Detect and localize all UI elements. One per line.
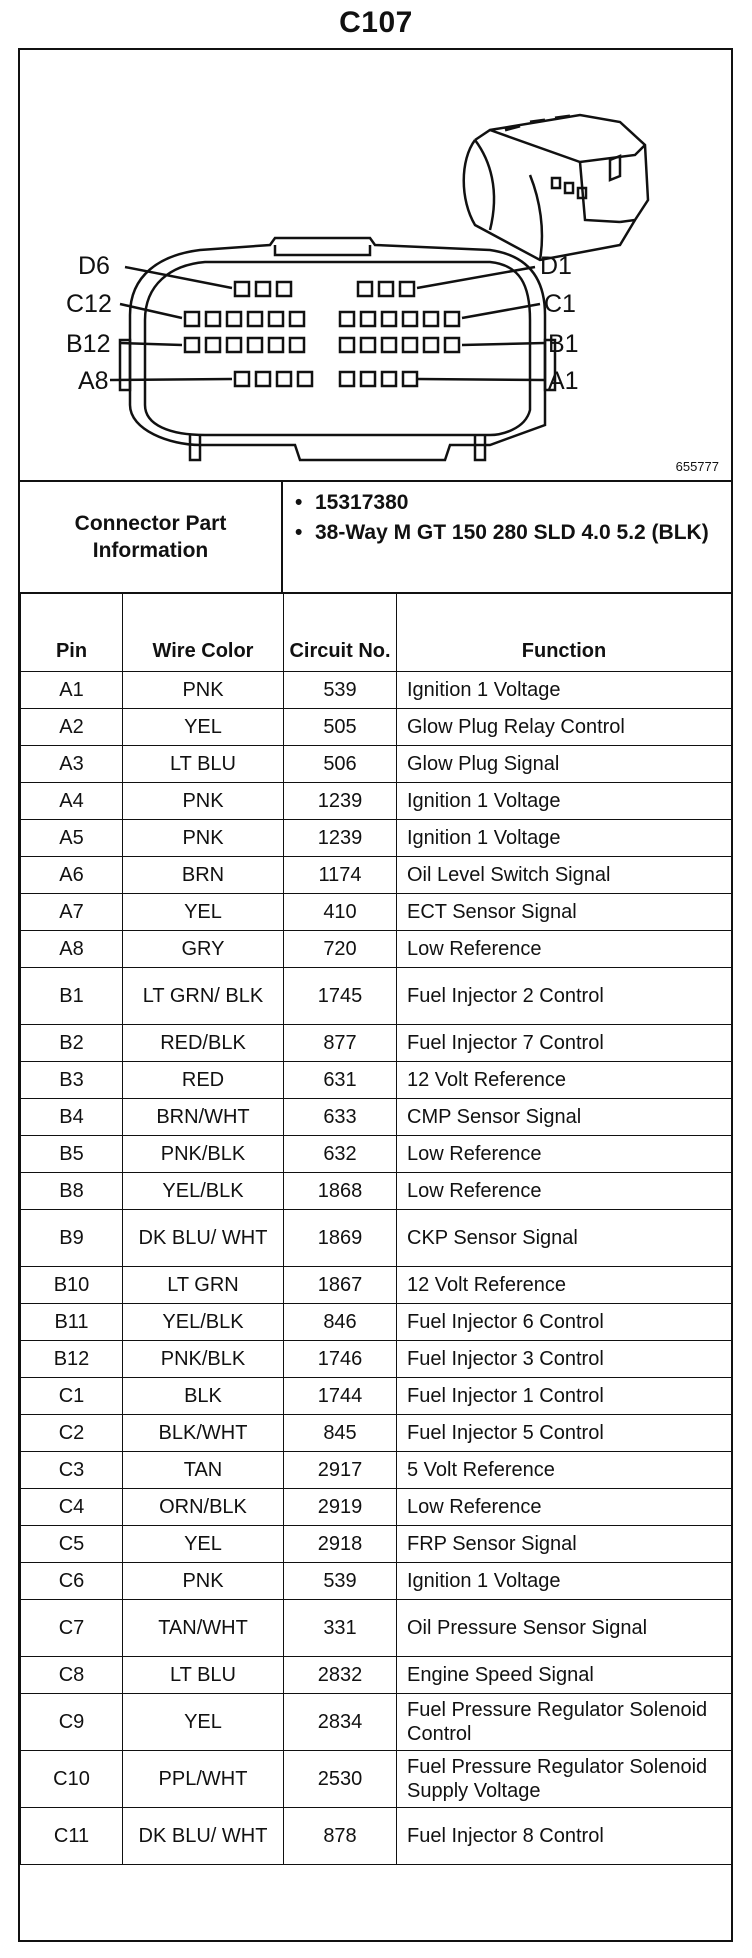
wire-color-cell: YEL (123, 1694, 284, 1751)
pin-cell: A4 (21, 783, 123, 820)
function-cell: ECT Sensor Signal (397, 894, 732, 931)
circuit-cell: 539 (284, 672, 397, 709)
circuit-cell: 1867 (284, 1267, 397, 1304)
wire-color-cell: LT BLU (123, 746, 284, 783)
wire-color-cell: PNK (123, 1563, 284, 1600)
table-row (21, 931, 732, 968)
function-cell: Low Reference (397, 1173, 732, 1210)
pin-cell: C4 (21, 1489, 123, 1526)
table-row (21, 1415, 732, 1452)
connector-frame (18, 48, 733, 1942)
pin-label-d6: D6 (78, 252, 110, 280)
header-pin: Pin (21, 593, 123, 672)
circuit-cell: 2530 (284, 1751, 397, 1808)
pin-cell: C10 (21, 1751, 123, 1808)
circuit-cell: 1745 (284, 968, 397, 1025)
wire-color-cell: BLK/WHT (123, 1415, 284, 1452)
pin-cell: B4 (21, 1099, 123, 1136)
circuit-cell: 878 (284, 1808, 397, 1865)
wire-color-cell: LT GRN (123, 1267, 284, 1304)
wire-color-cell: LT BLU (123, 1657, 284, 1694)
table-row (21, 1600, 732, 1657)
pin-table (20, 592, 732, 1865)
pin-label-c12: C12 (66, 290, 112, 318)
pin-cell: B3 (21, 1062, 123, 1099)
pin-cell: B10 (21, 1267, 123, 1304)
function-cell: Fuel Pressure Regulator Solenoid Control (397, 1694, 732, 1751)
table-row (21, 1563, 732, 1600)
circuit-cell: 2918 (284, 1526, 397, 1563)
circuit-cell: 331 (284, 1600, 397, 1657)
function-cell: Low Reference (397, 931, 732, 968)
circuit-cell: 2917 (284, 1452, 397, 1489)
pin-label-b12: B12 (66, 330, 111, 358)
table-row (21, 1489, 732, 1526)
table-row (21, 1304, 732, 1341)
function-cell: Fuel Injector 2 Control (397, 968, 732, 1025)
wire-color-cell: PNK/BLK (123, 1136, 284, 1173)
circuit-cell: 539 (284, 1563, 397, 1600)
table-row (21, 1136, 732, 1173)
part-info-item: • 38-Way M GT 150 280 SLD 4.0 5.2 (BLK) (295, 521, 709, 544)
pin-cell: C2 (21, 1415, 123, 1452)
wire-color-cell: BRN/WHT (123, 1099, 284, 1136)
pin-cell: C6 (21, 1563, 123, 1600)
function-cell: Oil Level Switch Signal (397, 857, 732, 894)
function-cell: 5 Volt Reference (397, 1452, 732, 1489)
circuit-cell: 631 (284, 1062, 397, 1099)
wire-color-cell: TAN (123, 1452, 284, 1489)
function-cell: Fuel Injector 6 Control (397, 1304, 732, 1341)
pin-cell: C8 (21, 1657, 123, 1694)
connector-illustration (20, 50, 731, 480)
table-row (21, 783, 732, 820)
wire-color-cell: RED/BLK (123, 1025, 284, 1062)
table-row (21, 672, 732, 709)
figure-number: 655777 (675, 459, 719, 474)
circuit-cell: 2919 (284, 1489, 397, 1526)
part-info-item: • 15317380 (295, 491, 409, 514)
header-circuit-no: Circuit No. (284, 593, 397, 672)
circuit-cell: 410 (284, 894, 397, 931)
function-cell: Ignition 1 Voltage (397, 672, 732, 709)
part-info-label: Connector Part Information (20, 482, 283, 592)
function-cell: Fuel Injector 3 Control (397, 1341, 732, 1378)
wire-color-cell: RED (123, 1062, 284, 1099)
wire-color-cell: PNK (123, 820, 284, 857)
circuit-cell: 2834 (284, 1694, 397, 1751)
wire-color-cell: PNK (123, 672, 284, 709)
pin-cell: A7 (21, 894, 123, 931)
pin-leader-lines (110, 267, 545, 380)
table-row (21, 1099, 732, 1136)
table-row (21, 709, 732, 746)
circuit-cell: 720 (284, 931, 397, 968)
function-cell: Fuel Injector 1 Control (397, 1378, 732, 1415)
pin-cell: C7 (21, 1600, 123, 1657)
function-cell: CMP Sensor Signal (397, 1099, 732, 1136)
circuit-cell: 1239 (284, 820, 397, 857)
function-cell: Ignition 1 Voltage (397, 820, 732, 857)
pin-cell: C1 (21, 1378, 123, 1415)
pin-cell: C5 (21, 1526, 123, 1563)
table-row (21, 1378, 732, 1415)
circuit-cell: 1869 (284, 1210, 397, 1267)
wire-color-cell: BLK (123, 1378, 284, 1415)
circuit-cell: 1239 (284, 783, 397, 820)
circuit-cell: 1174 (284, 857, 397, 894)
pin-cell: A8 (21, 931, 123, 968)
pin-cell: A3 (21, 746, 123, 783)
wire-color-cell: LT GRN/ BLK (123, 968, 284, 1025)
circuit-cell: 2832 (284, 1657, 397, 1694)
pin-cavities (185, 282, 459, 386)
pin-cell: B8 (21, 1173, 123, 1210)
circuit-cell: 633 (284, 1099, 397, 1136)
table-row (21, 1210, 732, 1267)
wire-color-cell: DK BLU/ WHT (123, 1210, 284, 1267)
table-row (21, 1526, 732, 1563)
table-row (21, 1751, 732, 1808)
circuit-cell: 877 (284, 1025, 397, 1062)
wire-color-cell: PNK/BLK (123, 1341, 284, 1378)
wire-color-cell: BRN (123, 857, 284, 894)
wire-color-cell: YEL (123, 894, 284, 931)
table-row (21, 1694, 732, 1751)
table-row (21, 1267, 732, 1304)
circuit-cell: 845 (284, 1415, 397, 1452)
wire-color-cell: YEL (123, 1526, 284, 1563)
connector-diagram (20, 50, 731, 482)
wire-color-cell: YEL/BLK (123, 1304, 284, 1341)
table-row (21, 1062, 732, 1099)
function-cell: Oil Pressure Sensor Signal (397, 1600, 732, 1657)
header-wire-color: Wire Color (123, 593, 284, 672)
wire-color-cell: GRY (123, 931, 284, 968)
function-cell: Fuel Pressure Regulator Solenoid Supply Voltage (397, 1751, 732, 1808)
pin-cell: B1 (21, 968, 123, 1025)
circuit-cell: 1744 (284, 1378, 397, 1415)
pin-cell: B2 (21, 1025, 123, 1062)
pin-label-a1: A1 (548, 367, 579, 395)
pin-cell: A1 (21, 672, 123, 709)
pin-label-d1: D1 (540, 252, 572, 280)
function-cell: Glow Plug Signal (397, 746, 732, 783)
function-cell: Low Reference (397, 1489, 732, 1526)
pin-cell: B5 (21, 1136, 123, 1173)
pin-cell: C9 (21, 1694, 123, 1751)
function-cell: 12 Volt Reference (397, 1267, 732, 1304)
function-cell: 12 Volt Reference (397, 1062, 732, 1099)
table-row (21, 1025, 732, 1062)
table-row (21, 968, 732, 1025)
circuit-cell: 1868 (284, 1173, 397, 1210)
pin-cell: B9 (21, 1210, 123, 1267)
pin-label-c1: C1 (544, 290, 576, 318)
pin-cell: B11 (21, 1304, 123, 1341)
pin-label-b1: B1 (548, 330, 579, 358)
wire-color-cell: PPL/WHT (123, 1751, 284, 1808)
table-row (21, 1452, 732, 1489)
pin-cell: A5 (21, 820, 123, 857)
pin-label-a8: A8 (78, 367, 109, 395)
function-cell: FRP Sensor Signal (397, 1526, 732, 1563)
wire-color-cell: PNK (123, 783, 284, 820)
pin-cell: B12 (21, 1341, 123, 1378)
function-cell: CKP Sensor Signal (397, 1210, 732, 1267)
circuit-cell: 506 (284, 746, 397, 783)
wire-color-cell: DK BLU/ WHT (123, 1808, 284, 1865)
table-row (21, 857, 732, 894)
table-row (21, 1657, 732, 1694)
pin-cell: C11 (21, 1808, 123, 1865)
wire-color-cell: TAN/WHT (123, 1600, 284, 1657)
pin-cell: A6 (21, 857, 123, 894)
table-row (21, 746, 732, 783)
function-cell: Ignition 1 Voltage (397, 783, 732, 820)
table-row (21, 894, 732, 931)
part-info-list (295, 490, 725, 550)
circuit-cell: 846 (284, 1304, 397, 1341)
function-cell: Ignition 1 Voltage (397, 1563, 732, 1600)
function-cell: Engine Speed Signal (397, 1657, 732, 1694)
connector-3d-icon (464, 115, 648, 260)
wire-color-cell: YEL/BLK (123, 1173, 284, 1210)
table-row (21, 1173, 732, 1210)
pin-cell: A2 (21, 709, 123, 746)
circuit-cell: 505 (284, 709, 397, 746)
wire-color-cell: ORN/BLK (123, 1489, 284, 1526)
table-row (21, 1808, 732, 1865)
page-title: C107 (339, 6, 413, 39)
pin-cell: C3 (21, 1452, 123, 1489)
function-cell: Fuel Injector 7 Control (397, 1025, 732, 1062)
function-cell: Fuel Injector 5 Control (397, 1415, 732, 1452)
function-cell: Glow Plug Relay Control (397, 709, 732, 746)
circuit-cell: 632 (284, 1136, 397, 1173)
table-row (21, 1341, 732, 1378)
table-row (21, 820, 732, 857)
connector-part-info (20, 482, 731, 594)
function-cell: Low Reference (397, 1136, 732, 1173)
header-function: Function (397, 593, 732, 672)
wire-color-cell: YEL (123, 709, 284, 746)
function-cell: Fuel Injector 8 Control (397, 1808, 732, 1865)
circuit-cell: 1746 (284, 1341, 397, 1378)
